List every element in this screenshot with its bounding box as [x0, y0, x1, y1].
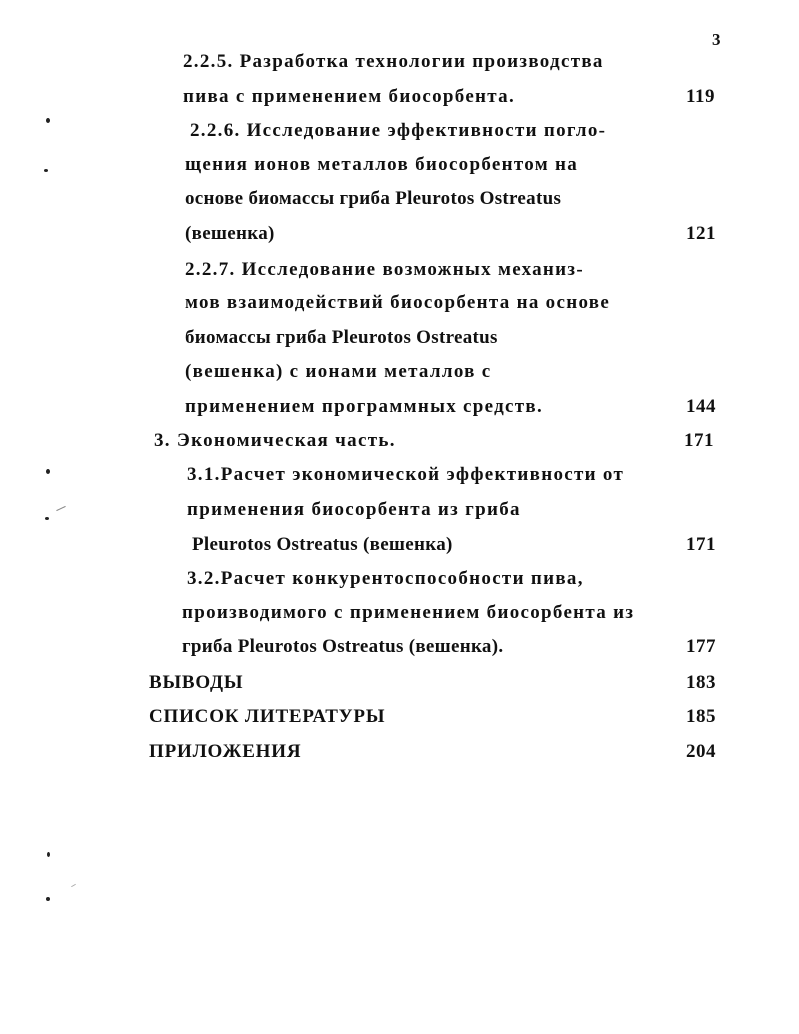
toc-page-number: 185: [686, 706, 716, 727]
toc-line: СПИСОК ЛИТЕРАТУРЫ: [149, 706, 386, 727]
toc-page-number: 119: [686, 86, 715, 107]
toc-line: (вешенка) с ионами металлов с: [185, 361, 492, 382]
toc-line: гриба Pleurotos Ostreatus (вешенка).: [182, 636, 504, 657]
toc-page-number: 121: [686, 223, 716, 244]
toc-line: биомассы гриба Pleurotos Ostreatus: [185, 327, 498, 348]
scan-speck: [46, 118, 50, 123]
toc-line: 3.1.Расчет экономической эффективности от: [187, 464, 625, 485]
toc-line: пива с применением биосорбента.: [183, 86, 516, 107]
toc-line: 2.2.7. Исследование возможных механиз-: [185, 259, 584, 280]
toc-line: 2.2.5. Разработка технологии производства: [183, 51, 604, 72]
toc-line: мов взаимодействий биосорбента на основе: [185, 292, 611, 313]
toc-line: Pleurotos Ostreatus (вешенка): [192, 534, 453, 555]
scan-speck: [56, 506, 65, 511]
scan-speck: [46, 897, 50, 901]
toc-line: производимого с применением биосорбента из: [182, 602, 635, 623]
scan-speck: [44, 169, 48, 172]
scan-speck: [71, 884, 76, 887]
toc-page-number: 171: [686, 534, 716, 555]
toc-line: ВЫВОДЫ: [149, 672, 244, 693]
toc-line: щения ионов металлов биосорбентом на: [185, 154, 579, 175]
toc-line: 3. Экономическая часть.: [154, 430, 396, 451]
toc-line: основе биомассы гриба Pleurotos Ostreatus: [185, 188, 562, 209]
toc-page-number: 183: [686, 672, 716, 693]
toc-page-number: 171: [684, 430, 714, 451]
scan-speck: [47, 852, 50, 857]
page-number: 3: [712, 30, 721, 49]
toc-line: 2.2.6. Исследование эффективности погло-: [190, 120, 607, 141]
toc-page-number: 204: [686, 741, 716, 762]
toc-page-number: 177: [686, 636, 716, 657]
toc-line: ПРИЛОЖЕНИЯ: [149, 741, 302, 762]
toc-line: применения биосорбента из гриба: [187, 499, 521, 520]
scan-speck: [45, 517, 49, 520]
scan-speck: [46, 469, 50, 474]
toc-line: (вешенка): [185, 223, 275, 244]
toc-line: применением программных средств.: [185, 396, 544, 417]
toc-page-number: 144: [686, 396, 716, 417]
toc-line: 3.2.Расчет конкурентоспособности пива,: [187, 568, 584, 589]
